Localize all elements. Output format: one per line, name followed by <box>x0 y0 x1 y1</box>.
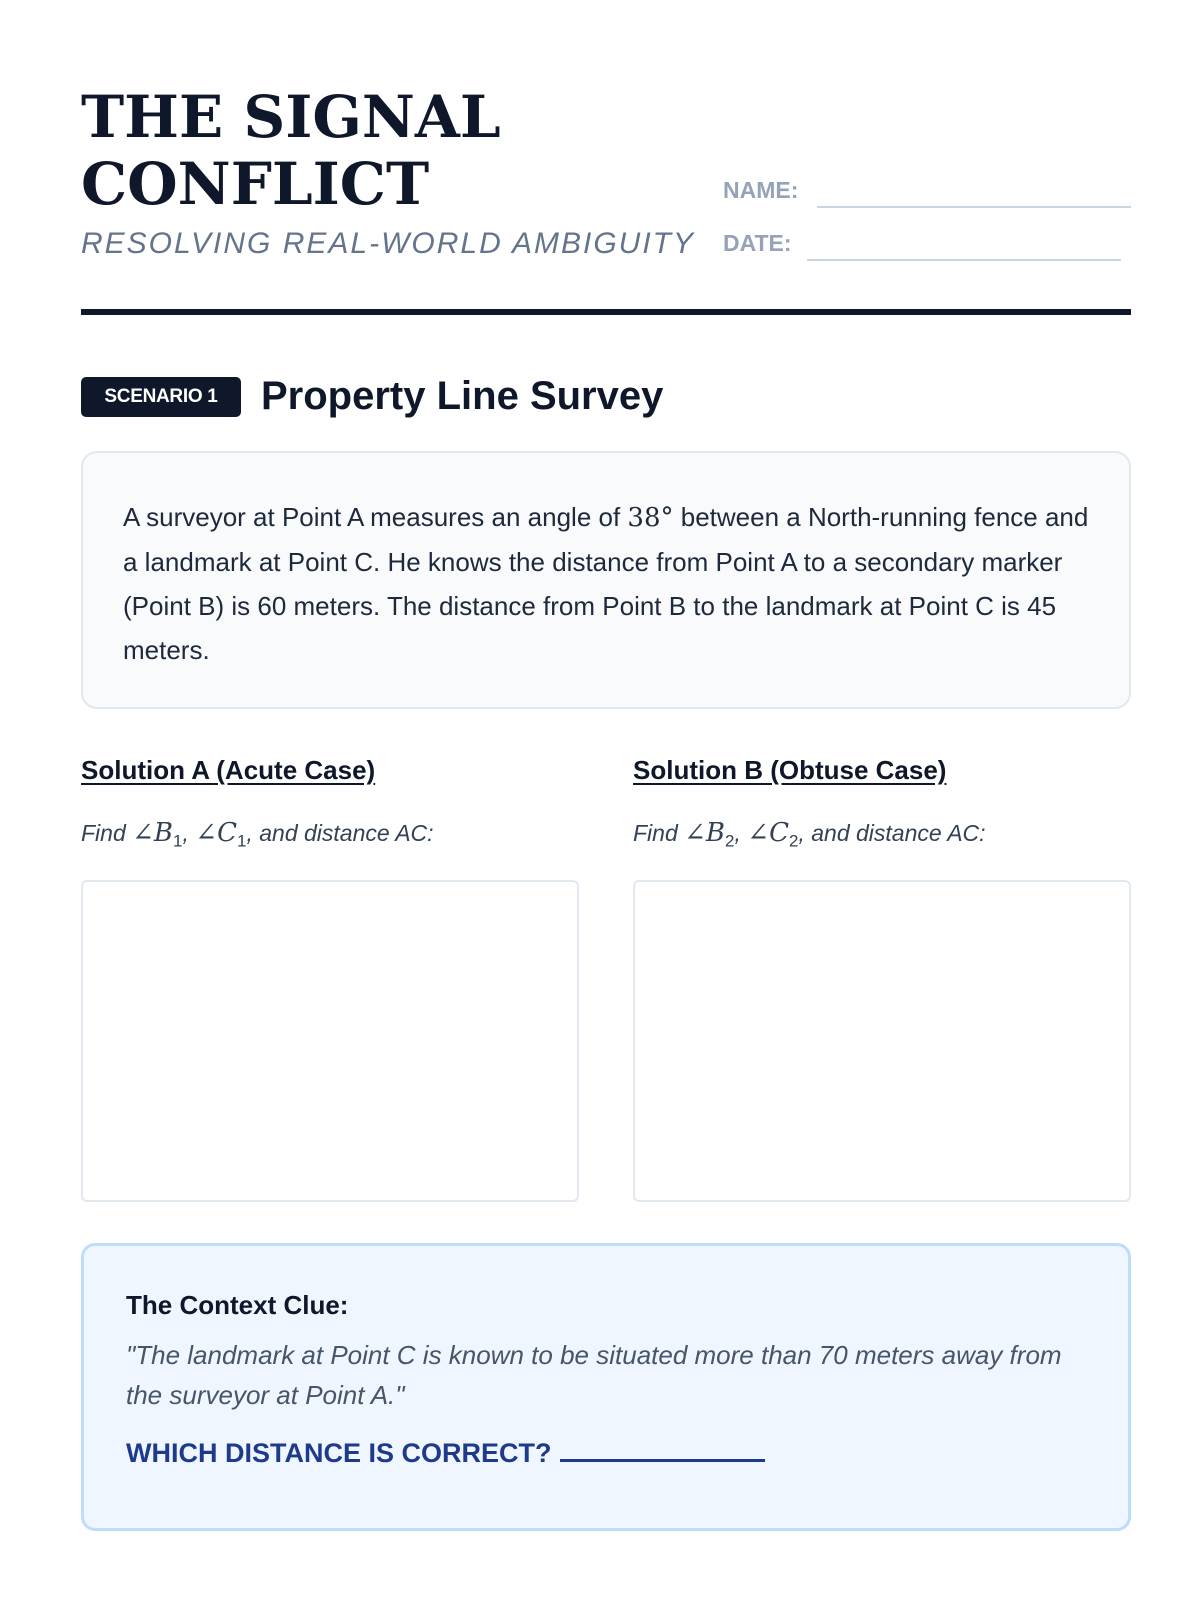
subscript: 1 <box>173 831 183 851</box>
solution-b-title: Solution B (Obtuse Case) <box>633 755 947 785</box>
problem-text-start: A surveyor at Point A measures an angle of <box>123 502 628 532</box>
answer-blank[interactable] <box>560 1437 765 1462</box>
problem-text-end: between a North-running fence and a landmark at Point C. He knows the distance from Point A to a secondary marker (Point B) is 60 meters. The distance from Point B to the landmark at Point C is 45 meters. <box>123 502 1089 665</box>
solution-a-work-area[interactable] <box>81 880 579 1202</box>
context-clue-quote: "The landmark at Point C is known to be situated more than 70 meters away from the surveyor at Point A." <box>126 1340 1062 1410</box>
name-label: NAME: <box>723 177 799 203</box>
scenario-badge: SCENARIO 1 <box>81 377 241 417</box>
title-line-1: THE SIGNAL <box>81 83 501 151</box>
angle-c: ∠C <box>195 818 237 848</box>
date-label: DATE: <box>723 230 792 256</box>
problem-statement-box <box>81 451 1131 709</box>
context-clue-box <box>81 1243 1131 1531</box>
subscript: 1 <box>236 831 247 851</box>
problem-text <box>123 495 1089 672</box>
angle-b: ∠B <box>684 818 726 848</box>
solution-a-title: Solution A (Acute Case) <box>81 755 376 785</box>
prompt-rest: , and distance AC: <box>798 820 986 846</box>
context-clue-heading: The Context Clue: <box>126 1290 349 1320</box>
page-title <box>81 84 501 218</box>
prompt-find: Find <box>633 820 685 846</box>
name-field[interactable] <box>817 206 1131 208</box>
solution-a-prompt: Find $\angle B_1$, $\angle C_1$, and distance AC: <box>81 818 434 851</box>
answer-question <box>126 1437 1086 1469</box>
date-field[interactable] <box>807 259 1121 261</box>
question-text: WHICH DISTANCE IS CORRECT? <box>126 1438 552 1468</box>
scenario-title: Property Line Survey <box>261 374 664 418</box>
angle-b: ∠B <box>132 818 174 848</box>
angle-c: ∠C <box>747 818 789 848</box>
prompt-find: Find <box>81 820 133 846</box>
solution-b-prompt: Find $\angle B_2$, $\angle C_2$, and distance AC: <box>633 818 986 851</box>
angle-value: 38° <box>627 503 674 533</box>
subscript: 2 <box>725 831 735 851</box>
subscript: 2 <box>788 831 799 851</box>
prompt-rest: , and distance AC: <box>246 820 434 846</box>
title-line-2: CONFLICT <box>81 150 430 218</box>
solution-b-work-area[interactable] <box>633 880 1131 1202</box>
page-subtitle: RESOLVING REAL-WORLD AMBIGUITY <box>81 227 695 260</box>
header-divider <box>81 309 1131 315</box>
